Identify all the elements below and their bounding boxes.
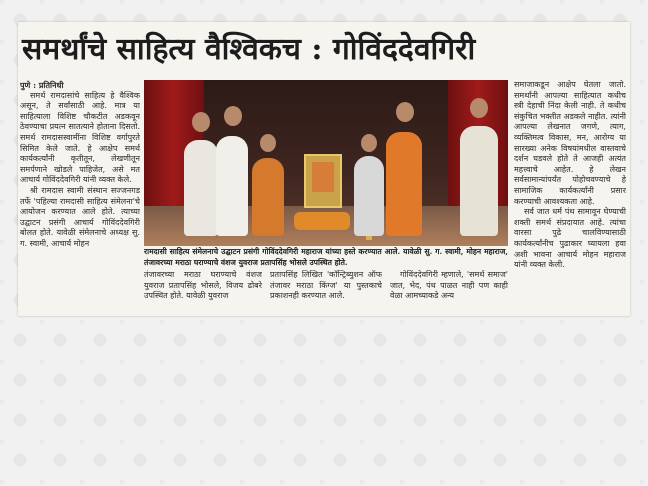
dateline: पुणे : प्रतिनिधी [20, 80, 64, 90]
article-right-column [514, 80, 626, 314]
photo-caption: रामदासी साहित्य संमेलनाचे उद्घाटन प्रसंगी गोविंददेवगिरी महाराज यांच्या हस्ते करण्यात आले. यावेळी सु. ग. स्वामी, मोहन महाराज, तंजावरच्या मराठा घराण्याचे वंशज युवराज प्रतापसिंह भोसले उपस्थित होते. [144, 247, 508, 267]
paragraph: समाजाकडून आक्षेप घेतला जातो. समर्थांनी आपल्या साहित्यात कधीच स्त्री देहाची निंदा केली नाही. ते कधीच संकुचित भक्तीत अडकले नाहीत. त्यांनी आपल्या लेखनात जगणे, त्याग, व्यक्तिमत्व विकास, मन, आरोग्य या सारख्या अनेक विषयांमधील वास्तवाचे दर्शन घडवले होते ते आजही अत्यंत महत्त्वाचे आहेत. हे लेखन सर्वसामान्यांपर्यंत पोहोचवण्याचे हे सामाजिक कार्यकर्त्यांनी प्रसार करण्याची आवश्यकता आहे. [514, 80, 626, 206]
newspaper-clipping [18, 22, 630, 316]
headline: समर्थांचे साहित्य वैश्विकच : गोविंददेवगिरी [22, 32, 476, 67]
article-bottom-column-1 [144, 270, 262, 314]
paragraph: श्री रामदास स्वामी संस्थान सज्जनगड तर्फे 'पहिल्या रामदासी साहित्य संमेलना'चे आयोजन करण्यात आले होते. त्याच्या उद्घाटन प्रसंगी आचार्य गोविंददेवगिरी बोलत होते. यावेळी संमेलनाचे अध्यक्ष सु. ग. स्वामी, आचार्य मोहन [20, 185, 140, 248]
article-bottom-column-2 [270, 270, 382, 314]
article-left-column [20, 80, 140, 314]
paragraph: समर्थ रामदासांचे साहित्य हे वैश्विक असून, ते सर्वांसाठी आहे. मात्र या साहित्याला विशिष्ट चौकटीत अडकवून ठेवण्याचा प्रयत्न सातत्याने होताना दिसतो. समर्थ रामदासस्वामींना विशिष्ट वर्गापुरते सिमित केले जाते. हे आक्षेप समर्थ कार्यकर्त्यांनी कृतीतून, लेखणीतून समर्पणाने खोडले पाहिजेत, असे मत आचार्य गोविंददेवगिरी यांनी व्यक्त केले. [20, 90, 140, 185]
paragraph: प्रतापसिंह लिखित 'कॉन्ट्रिब्युशन ऑफ तंजावर मराठा किंग्ज' या पुस्तकाचे प्रकाशनही करण्यात आले. [270, 270, 382, 301]
paragraph: गोविंददेवगिरी म्हणाले, 'समर्थ समाज' जात, भेद, पंथ पाळत नाही पण काही वेळा आमच्याकडे अन्य [390, 270, 508, 301]
article-bottom-column-3 [390, 270, 508, 314]
deity-frame [304, 154, 342, 208]
paragraph: सर्व जात धर्म पंथ सामावून घेण्याची शक्ती समर्थ संप्रदायात आहे. त्यांचा वारसा पुढे चालविण्यासाठी कार्यकर्त्यांनीच पुढाकार घ्यायला हवा अशी भावना आचार्य मोहन महाराज यांनी व्यक्त केली. [514, 207, 626, 270]
paragraph: तंजावरच्या मराठा घराण्याचे वंशज युवराज प्रतापसिंह भोसले, विजय ढोबरे उपस्थित होते. यावेळी युवराज [144, 270, 262, 301]
event-photo [144, 80, 508, 246]
